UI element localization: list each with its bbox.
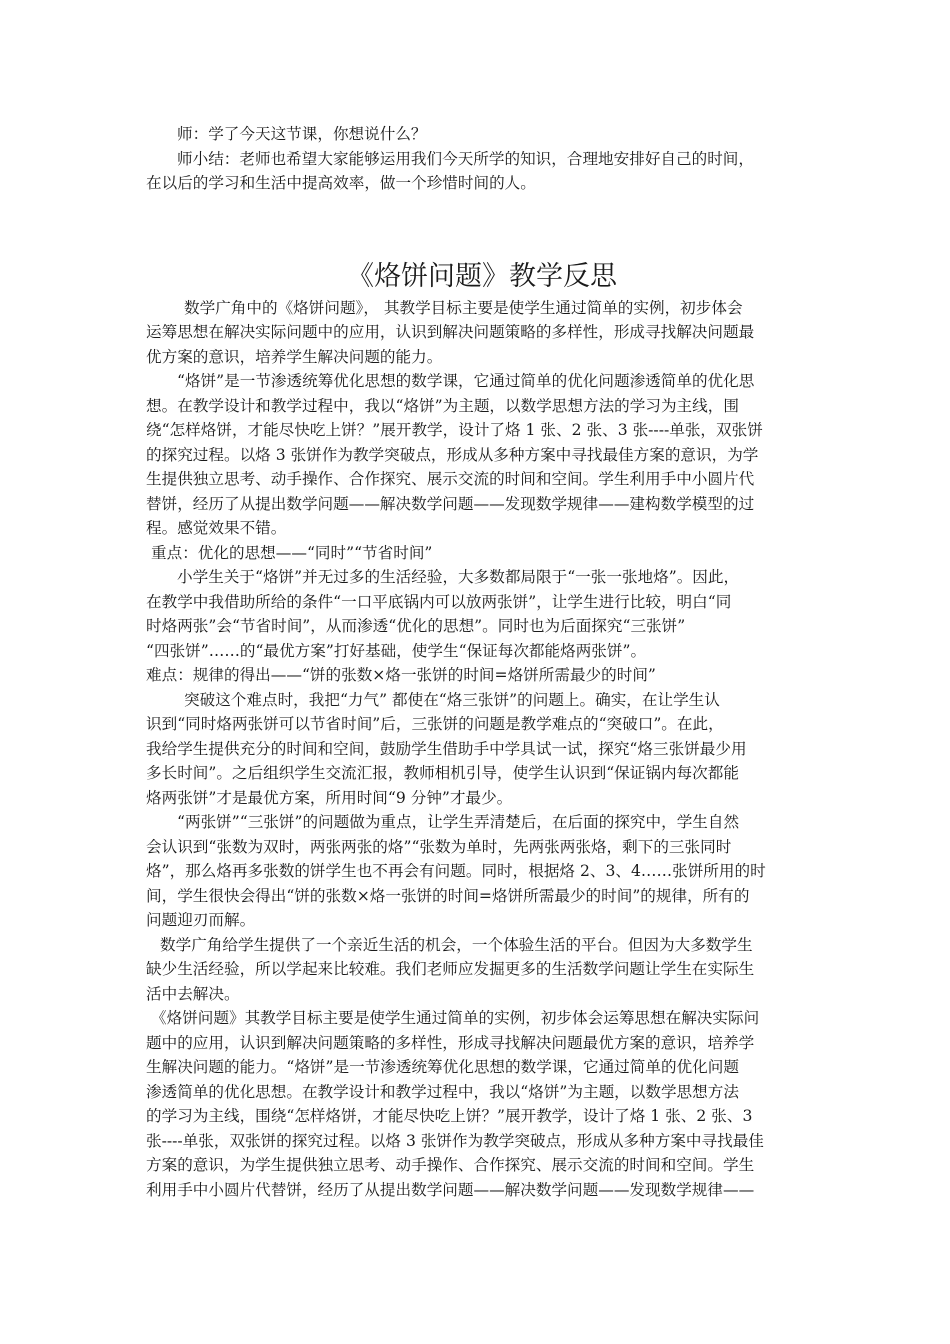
paragraph-line: 时烙两张”会“节省时间”，从而渗透“优化的思想”。同时也为后面探究“三张饼” [146, 617, 686, 635]
key-point-heading: 重点：优化的思想——“同时”“节省时间” [151, 543, 433, 562]
paragraph-line: 会认识到“张数为双时，两张两张的烙”“张数为单时，先两张两张烙，剩下的三张同时 [146, 837, 732, 856]
paragraph-line: 缺少生活经验，所以学起来比较难。我们老师应发掘更多的生活数学问题让学生在实际生 [146, 960, 755, 978]
paragraph-2 [146, 369, 806, 541]
paragraph-line: “烙饼”是一节渗透统筹优化思想的数学课，它通过简单的优化问题渗透简单的优化思 [177, 372, 755, 390]
paragraph-line: 烙两张饼”才是最优方案，所用时间“9 分钟”才最少。 [146, 788, 513, 807]
paragraph-line: 我给学生提供充分的时间和空间，鼓励学生借助手中学具试一试，探究“烙三张饼最少用 [146, 739, 747, 758]
paragraph-line: 突破这个难点时，我把“力气” 都使在“烙三张饼”的问题上。确实，在让学生认 [184, 690, 720, 709]
paragraph-line: 的探究过程。以烙 3 张饼作为教学突破点，形成从多种方案中寻找最佳方案的意识，为学 [146, 445, 759, 464]
paragraph-line: 《烙饼问题》其教学目标主要是使学生通过简单的实例，初步体会运筹思想在解决实际问 [151, 1009, 760, 1027]
paragraph-line: 题中的应用，认识到解决问题策略的多样性，形成寻找解决问题最优方案的意识，培养学 [146, 1033, 755, 1052]
paragraph-line: “四张饼”……的“最优方案”打好基础，使学生“保证每次都能烙两张饼”。 [146, 641, 647, 660]
paragraph-line: 的学习为主线，围绕“怎样烙饼，才能尽快吃上饼？”展开教学，设计了烙 1 张、2 张、3 [146, 1107, 753, 1125]
paragraph-7 [146, 1006, 806, 1202]
paragraph-line: 小学生关于“烙饼”并无过多的生活经验，大多数都局限于“一张一张地烙”。因此， [177, 568, 740, 586]
paragraph-line: 优方案的意识，培养学生解决问题的能力。 [146, 347, 443, 366]
paragraph-5 [146, 810, 806, 933]
paragraph-line: 渗透简单的优化思想。在教学设计和教学过程中，我以“烙饼”为主题，以数学思想方法 [146, 1082, 739, 1101]
paragraph-line: 替饼，经历了从提出数学问题——解决数学问题——发现数学规律——建构数学模型的过 [146, 494, 755, 513]
paragraph-line: 活中去解决。 [146, 984, 240, 1003]
paragraph-line: 生提供独立思考、动手操作、合作探究、展示交流的时间和空间。学生利用手中小圆片代 [146, 470, 755, 488]
paragraph-line: 运筹思想在解决实际问题中的应用，认识到解决问题策略的多样性，形成寻找解决问题最 [146, 323, 755, 341]
paragraph-line: 烙”，那么烙再多张数的饼学生也不再会有问题。同时，根据烙 2、3、4……张饼所用的时 [146, 862, 766, 880]
paragraph-line: 多长时间”。之后组织学生交流汇报，教师相机引导，使学生认识到“保证锅内每次都能 [146, 764, 739, 782]
paragraph-line: 识到“同时烙两张饼可以节省时间”后，三张饼的问题是教学难点的“突破口”。在此， [146, 715, 724, 733]
paragraph-line: 数学广角中的《烙饼问题》， 其教学目标主要是使学生通过简单的实例，初步体会 [184, 298, 743, 317]
intro-line: 师小结：老师也希望大家能够运用我们今天所学的知识，合理地安排好自己的时间， [177, 149, 754, 168]
paragraph-6 [146, 933, 806, 1007]
paragraph-line: 问题迎刃而解。 [146, 911, 256, 929]
paragraph-line: 张----单张，双张饼的探究过程。以烙 3 张饼作为教学突破点，形成从多种方案中寻找最佳 [146, 1131, 764, 1150]
document-title: 《烙饼问题》教学反思 [347, 260, 617, 292]
paragraph-1 [146, 296, 806, 370]
paragraph-3 [146, 565, 806, 663]
difficulty-heading: 难点：规律的得出——“饼的张数×烙一张饼的时间=烙饼所需最少的时间” [146, 666, 656, 684]
document-page [146, 122, 806, 1202]
paragraph-line: 利用手中小圆片代替饼，经历了从提出数学问题——解决数学问题——发现数学规律—— [146, 1180, 755, 1199]
paragraph-line: 生解决问题的能力。“烙饼”是一节渗透统筹优化思想的数学课，它通过简单的优化问题 [146, 1058, 739, 1076]
paragraph-4 [146, 688, 806, 811]
paragraph-line: 数学广角给学生提供了一个亲近生活的机会，一个体验生活的平台。但因为大多数学生 [160, 935, 753, 954]
paragraph-line: 在教学中我借助所给的条件“一口平底锅内可以放两张饼”，让学生进行比较，明白“同 [146, 592, 732, 611]
intro-line: 在以后的学习和生活中提高效率，做一个珍惜时间的人。 [146, 174, 536, 192]
paragraph-line: 程。感觉效果不错。 [146, 519, 287, 537]
paragraph-line: “两张饼”“三张饼”的问题做为重点，让学生弄清楚后，在后面的探究中，学生自然 [177, 813, 740, 831]
paragraph-line: 想。在教学设计和教学过程中，我以“烙饼”为主题，以数学思想方法的学习为主线，围 [146, 396, 739, 415]
paragraph-line: 间，学生很快会得出“饼的张数×烙一张饼的时间=烙饼所需最少的时间”的规律，所有的 [146, 886, 750, 905]
intro-line: 师：学了今天这节课，你想说什么？ [177, 125, 427, 143]
paragraph-line: 方案的意识，为学生提供独立思考、动手操作、合作探究、展示交流的时间和空间。学生 [146, 1156, 755, 1174]
paragraph-line: 绕“怎样烙饼，才能尽快吃上饼？”展开教学，设计了烙 1 张、2 张、3 张----单张，双张饼 [146, 421, 763, 439]
